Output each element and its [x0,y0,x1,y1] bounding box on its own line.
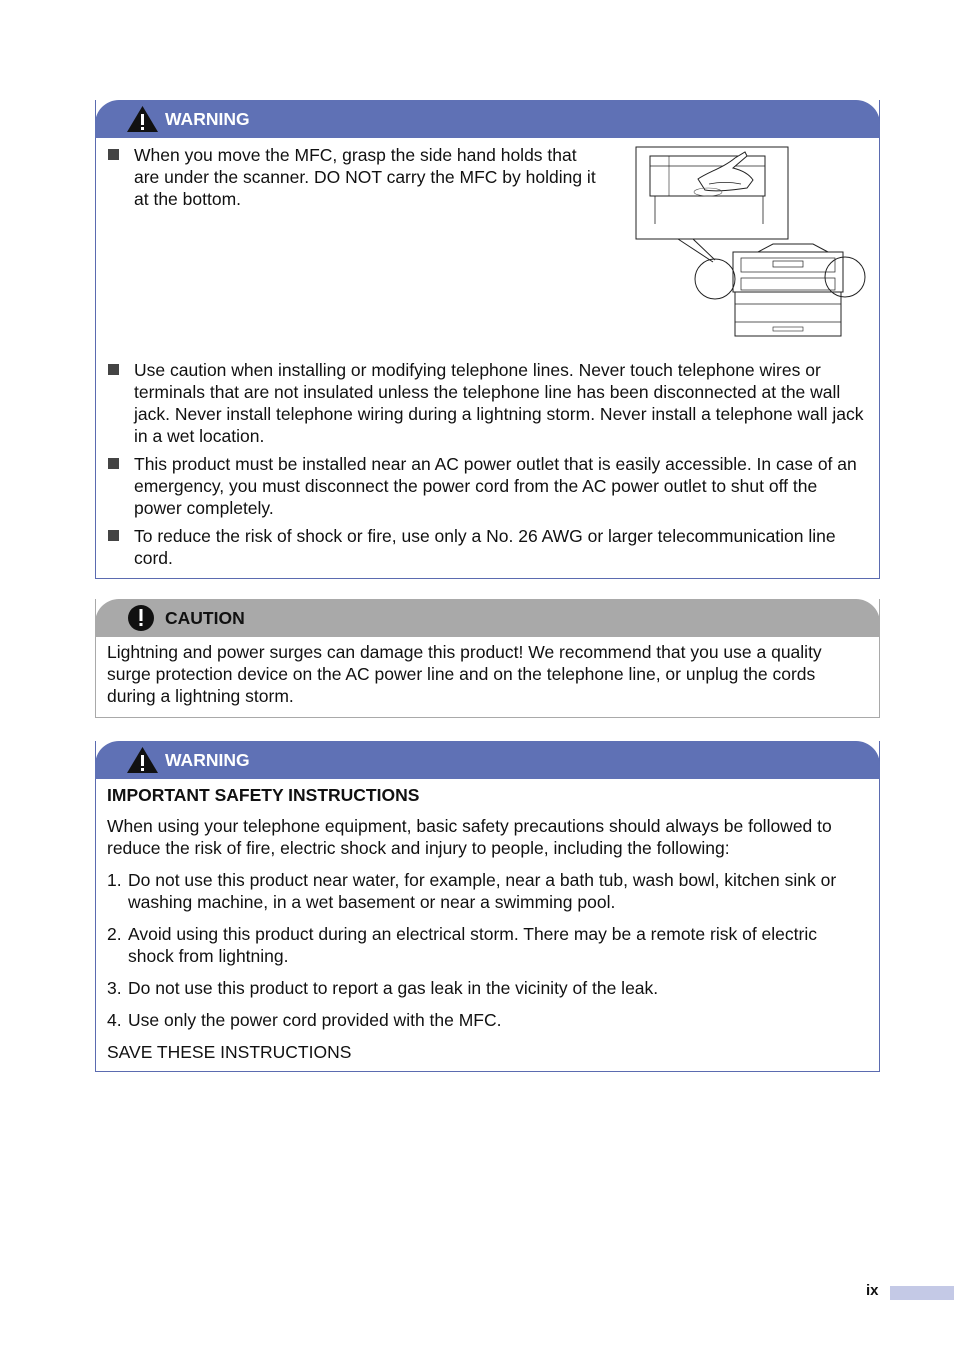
list-item-number: 3. [107,978,122,998]
safety-instructions-title: IMPORTANT SAFETY INSTRUCTIONS [107,785,420,805]
list-item [107,453,866,519]
list-item [107,977,866,999]
warning-header-label: WARNING [165,109,250,129]
warning-header-label: WARNING [165,750,250,770]
bullet-square-icon [108,364,119,375]
warning-bullet-list [107,144,866,569]
warning-box-safety-instructions [95,741,880,1072]
caution-text: Lightning and power surges can damage this product! We recommend that you use a quality surge protection device on the AC power line and on the telephone line, or unplug the cords during a lightning storm. [107,642,822,706]
bullet-square-icon [108,530,119,541]
list-item-text: This product must be installed near an AC power outlet that is easily accessible. In case of an emergency, you must disconnect the power cord from the AC power outlet to shut off the power completely. [134,454,857,518]
list-item-number: 2. [107,924,122,944]
list-item [107,144,866,353]
safety-numbered-list [107,869,866,1031]
warning-header [95,100,880,138]
page-number: ix [866,1282,879,1299]
list-item-text: To reduce the risk of shock or fire, use only a No. 26 AWG or larger telecommunication line cord. [134,526,836,568]
save-instructions-text: SAVE THESE INSTRUCTIONS [107,1042,352,1062]
page-tab-marker [890,1286,954,1300]
bullet-square-icon [108,458,119,469]
caution-box [95,599,880,718]
caution-header [95,599,880,637]
caution-header-label: CAUTION [165,608,245,628]
list-item [107,1009,866,1031]
list-item-text: Use caution when installing or modifying telephone lines. Never touch telephone wires or terminals that are not insulated unless the telephone line has been disconnected at the wall jack. Never install telephone wiring during a lightning storm. Never install a telephone wall jack in a wet location. [134,360,864,446]
list-item-text: Do not use this product near water, for example, near a bath tub, wash bowl, kitchen sink or washing machine, in a wet basement or near a swimming pool. [128,870,837,912]
bullet-square-icon [108,149,119,160]
exclamation-circle-icon [126,604,159,632]
warning-triangle-icon [126,105,159,133]
list-item-text: When you move the MFC, grasp the side hand holds that are under the scanner. DO NOT carry the MFC by holding it at the bottom. [134,145,596,209]
warning-box-moving [95,100,880,579]
list-item-text: Use only the power cord provided with the MFC. [128,1010,502,1030]
mfc-carrying-illustration [623,144,873,353]
warning-header [95,741,880,779]
list-item-number: 1. [107,870,122,890]
list-item-number: 4. [107,1010,122,1030]
list-item [107,525,866,569]
safety-intro-text: When using your telephone equipment, basic safety precautions should always be followed to reduce the risk of fire, electric shock and injury to people, including the following: [107,816,832,858]
list-item [107,923,866,967]
list-item [107,869,866,913]
list-item-text: Avoid using this product during an electrical storm. There may be a remote risk of electric shock from lightning. [128,924,817,966]
list-item-text: Do not use this product to report a gas leak in the vicinity of the leak. [128,978,659,998]
list-item [107,359,866,447]
warning-triangle-icon [126,746,159,774]
